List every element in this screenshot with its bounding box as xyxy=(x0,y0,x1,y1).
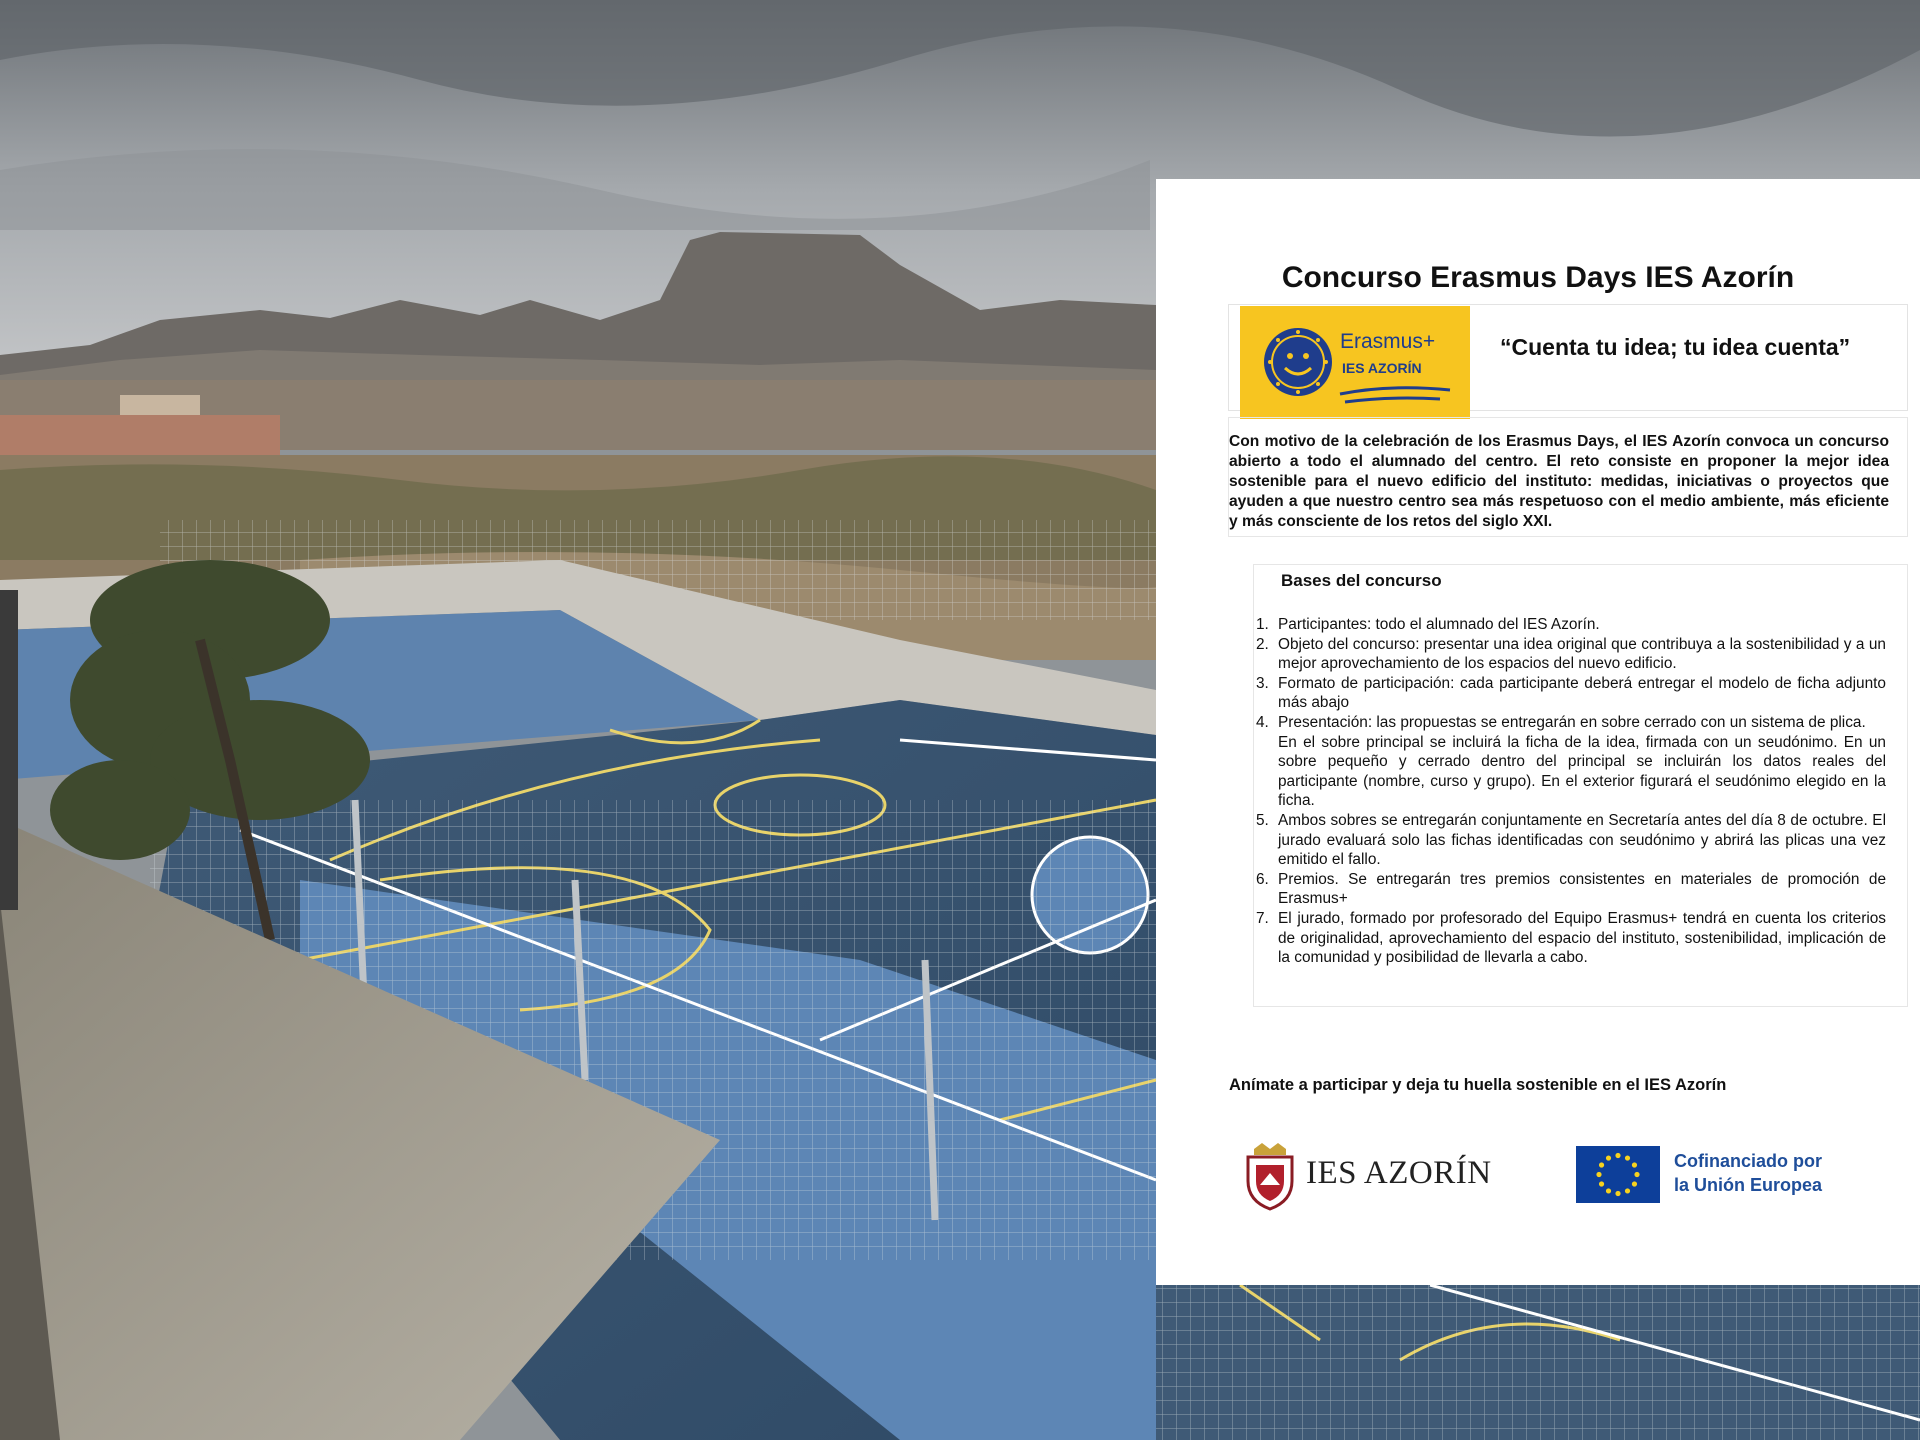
eu-stars-icon xyxy=(1576,1146,1660,1203)
motto: “Cuenta tu idea; tu idea cuenta” xyxy=(1500,334,1851,360)
eu-star xyxy=(1599,1181,1604,1186)
list-number: 2. xyxy=(1256,635,1269,653)
list-number: 1. xyxy=(1256,616,1269,633)
list-number: 7. xyxy=(1256,909,1269,927)
erasmus-ies-logo xyxy=(1240,306,1470,419)
eu-star xyxy=(1632,1162,1637,1167)
list-item xyxy=(1256,615,1886,635)
eu-star xyxy=(1625,1188,1630,1193)
eu-line-2: la Unión Europea xyxy=(1674,1175,1823,1195)
eu-star xyxy=(1596,1172,1601,1177)
list-number: 4. xyxy=(1256,713,1269,731)
eu-star xyxy=(1599,1162,1604,1167)
eu-flag-icon xyxy=(1576,1146,1660,1203)
logo-school-text: IES AZORÍN xyxy=(1342,360,1422,376)
eu-star xyxy=(1615,1191,1620,1196)
eu-cofunding-text xyxy=(1674,1149,1822,1197)
closing-line: Anímate a participar y deja tu huella sostenible en el IES Azorín xyxy=(1229,1076,1727,1094)
list-text: Premios. Se entregarán tres premios consistentes en materiales de promoción de Erasmus+ xyxy=(1278,870,1886,908)
list-number: 6. xyxy=(1256,870,1269,888)
eu-star xyxy=(1632,1181,1637,1186)
contest-flyer xyxy=(1156,179,1920,1285)
list-item xyxy=(1256,870,1886,909)
flyer-title: Concurso Erasmus Days IES Azorín xyxy=(1281,261,1795,294)
eu-line-1: Cofinanciado por xyxy=(1674,1151,1822,1171)
list-text: Presentación: las propuestas se entregarán en sobre cerrado con un sistema de plica. xyxy=(1278,713,1866,731)
list-item xyxy=(1256,811,1886,870)
eu-star xyxy=(1625,1155,1630,1160)
school-name: IES AZORÍN xyxy=(1306,1155,1492,1191)
list-item xyxy=(1256,909,1886,968)
list-text: Formato de participación: cada participante deberá entregar el modelo de ficha adjunto más abajo xyxy=(1278,674,1886,712)
list-text-extra: En el sobre principal se incluirá la ficha de la idea, firmada con un seudónimo. En un sobre pequeño y cerrado dentro del principal se incluirán los datos reales del participante (nombre, curso y grupo). En el exterior figurará el seudónimo elegido en la ficha. xyxy=(1278,733,1886,810)
eu-star xyxy=(1606,1188,1611,1193)
list-text: Participantes: todo el alumnado del IES Azorín. xyxy=(1278,616,1600,633)
list-text: Objeto del concurso: presentar una idea original que contribuya a la sostenibilidad y a un mejor aprovechamiento de los espacios del nuevo edificio. xyxy=(1278,635,1886,673)
eu-star xyxy=(1606,1155,1611,1160)
intro-paragraph: Con motivo de la celebración de los Erasmus Days, el IES Azorín convoca un concurso abierto a todo el alumnado del centro. El reto consiste en proponer la mejor idea sostenible para el nuevo edificio del instituto: medidas, iniciativas o proyectos que ayuden a que nuestro centro sea más respetuoso con el medio ambiente, más eficiente y más consciente de los retos del siglo XXI. xyxy=(1229,433,1889,530)
eu-star xyxy=(1615,1153,1620,1158)
bases-title: Bases del concurso xyxy=(1281,571,1442,590)
list-number: 3. xyxy=(1256,674,1269,692)
erasmus-brand-text: Erasmus+ xyxy=(1340,330,1436,353)
school-crest-icon xyxy=(1240,1141,1300,1211)
list-item xyxy=(1256,713,1886,811)
list-text: El jurado, formado por profesorado del Equipo Erasmus+ tendrá en cuenta los criterios de originalidad, aprovechamiento del espacio del instituto, sostenibilidad, implicación de la comunidad y posibilidad de llevarla a cabo. xyxy=(1278,909,1886,967)
list-item xyxy=(1256,635,1886,674)
bases-list xyxy=(1256,615,1886,968)
list-number: 5. xyxy=(1256,811,1269,829)
eu-star xyxy=(1634,1172,1639,1177)
list-item xyxy=(1256,674,1886,713)
list-text: Ambos sobres se entregarán conjuntamente en Secretaría antes del día 8 de octubre. El jurado evaluará solo las fichas identificadas con seudónimo y abrirá las plicas una vez emitido el fallo. xyxy=(1278,811,1886,869)
